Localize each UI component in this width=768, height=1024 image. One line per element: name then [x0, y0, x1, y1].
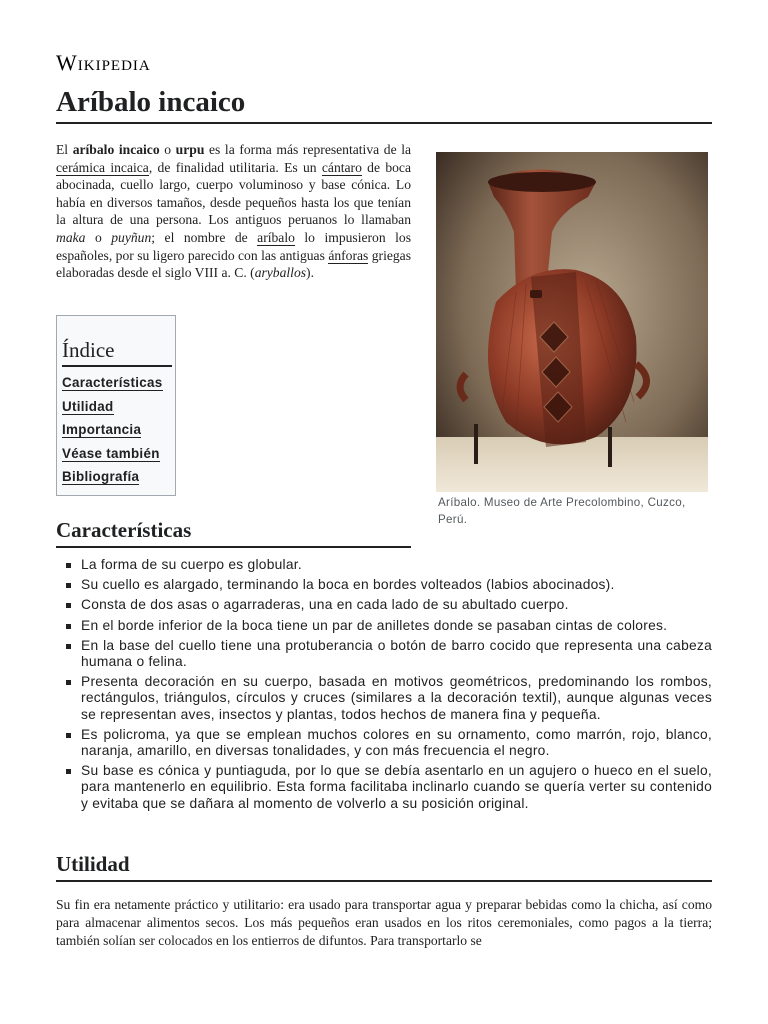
lead-paragraph: El aríbalo incaico o urpu es la forma más representativa de la cerámica incaica, de finalidad utilitaria. Es un cántaro de boca abocinada, cuello largo, cuerpo voluminoso y base cónica. Lo había en diversos tamaños, desde pequeños hasta los que tenían la altura de una persona. Los antiguos peruanos lo llamaban maka o puyñun; el nombre de aríbalo lo impusieron los españoles, por su ligero parecido con las antiguas ánforas griegas elaboradas desde el siglo VIII a. C. (aryballos).: [56, 142, 412, 281]
list-item: La forma de su cuerpo es globular.: [56, 557, 712, 573]
list-item: Su cuello es alargado, terminando la boca en bordes volteados (labios abocinados).: [56, 577, 712, 593]
link-ceramica-incaica[interactable]: cerámica incaica: [56, 159, 149, 175]
caracteristicas-list: [56, 557, 712, 816]
section-heading-caracteristicas: Características: [56, 518, 411, 548]
wikipedia-wordmark[interactable]: Wikipedia: [56, 50, 151, 75]
toc-item-caracteristicas[interactable]: Características: [62, 375, 163, 390]
table-of-contents: [56, 315, 176, 496]
list-item: Su base es cónica y puntiaguda, por lo que se debía asentarlo en un agujero o hueco en el suelo, para mantenerlo en equilibrio. Esta forma facilitaba inclinarlo cuando se quería verter su contenido y evitaba que se dañara al momento de volverlo a su posición original.: [56, 763, 712, 812]
utilidad-paragraph: Su fin era netamente práctico y utilitario: era usado para transportar agua y preparar bebidas como la chicha, así como para almacenar alimentos secos. Los más pequeños eran usados en los ritos ceremoniales, como pagos a la tierra; también solían ser colocados en los entierros de difuntos. Para transportarlo se: [56, 897, 712, 948]
toc-item-utilidad[interactable]: Utilidad: [62, 398, 114, 414]
toc-heading: Índice: [62, 338, 172, 367]
bold-term: urpu: [175, 142, 205, 157]
toc-list: [62, 371, 170, 489]
image-infobox: [436, 152, 710, 528]
list-item: En la base del cuello tiene una protuberancia o botón de barro cocido que representa una cabeza humana o felina.: [56, 638, 712, 670]
bold-term: aríbalo incaico: [72, 142, 160, 157]
toc-item-importancia[interactable]: Importancia: [62, 422, 142, 438]
link-aribalo[interactable]: aríbalo: [257, 229, 295, 245]
section-heading-utilidad: Utilidad: [56, 852, 712, 882]
link-cantaro[interactable]: cántaro: [321, 159, 362, 175]
toc-item-vease-tambien[interactable]: Véase también: [62, 445, 160, 461]
list-item: Presenta decoración en su cuerpo, basada en motivos geométricos, predominando los rombos, rectángulos, triángulos, círculos y cruces (similares a la decoración textil), aunque algunas veces se representan aves, insectos y plantas, todos hechos de manera fina y pequeña.: [56, 674, 712, 723]
list-item: En el borde inferior de la boca tiene un par de anilletes donde se pasaban cintas de colores.: [56, 618, 712, 634]
link-anforas[interactable]: ánforas: [328, 247, 369, 263]
toc-item-bibliografia[interactable]: Bibliografía: [62, 469, 140, 485]
aribalo-photo[interactable]: [436, 152, 708, 492]
list-item: Es policroma, ya que se emplean muchos colores en su ornamento, como marrón, rojo, blanco, naranja, amarillo, en diversas tonalidades, y con más frecuencia el negro.: [56, 727, 712, 759]
page-title: Aríbalo incaico: [56, 86, 712, 124]
image-caption: Aríbalo. Museo de Arte Precolombino, Cuzco, Perú.: [438, 496, 686, 526]
list-item: Consta de dos asas o agarraderas, una en cada lado de su abultado cuerpo.: [56, 597, 712, 613]
